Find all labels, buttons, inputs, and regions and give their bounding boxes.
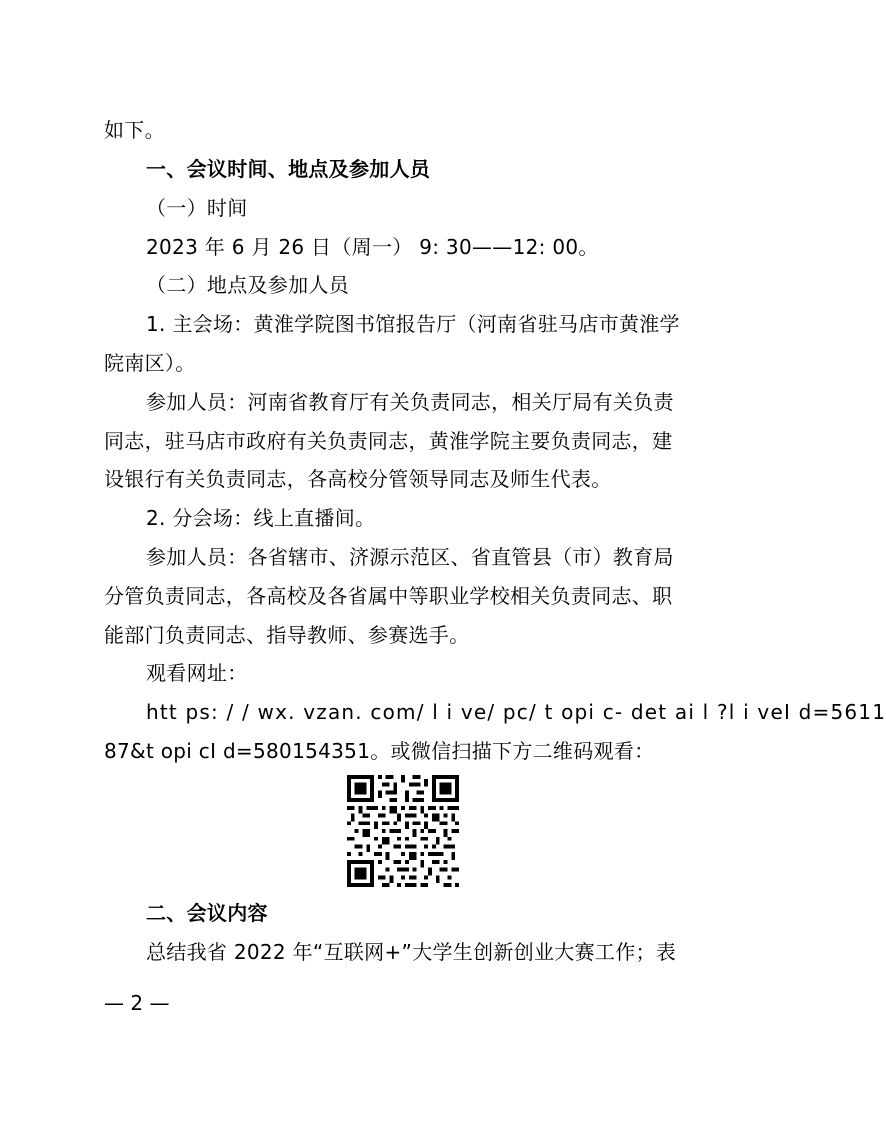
subheading-location: （二）地点及参加人员 [146,273,349,297]
attendees-sub-line-2: 分管负责同志，各高校及各省属中等职业学校相关负责同志、职 [104,584,673,608]
attendees-sub-line-3: 能部门负责同志、指导教师、参赛选手。 [104,623,470,647]
attendees-main-line-1: 参加人员：河南省教育厅有关负责同志，相关厅局有关负责 [146,390,674,414]
sub-venue-line: 2. 分会场：线上直播间。 [146,506,376,530]
attendees-sub-line-1: 参加人员：各省辖市、济源示范区、省直管县（市）教育局 [146,545,674,569]
page-number: — 2 — [104,991,170,1015]
main-venue-line-2: 院南区）。 [104,351,196,375]
attendees-main-line-2: 同志，驻马店市政府有关负责同志，黄淮学院主要负责同志，建 [104,429,673,453]
section-heading-2: 二、会议内容 [146,901,268,925]
watch-url-label: 观看网址： [146,661,248,685]
qr-code-icon [347,775,459,887]
subheading-time: （一）时间 [146,196,248,220]
watch-url-line-2[interactable]: 87&t opi cI d=580154351。或微信扫描下方二维码观看： [104,739,655,763]
meeting-datetime: 2023 年 6 月 26 日（周一） 9: 30——12: 00。 [146,235,599,259]
content-line-1: 总结我省 2022 年“互联网+”大学生创新创业大赛工作；表 [146,940,677,964]
main-venue-line-1: 1. 主会场：黄淮学院图书馆报告厅（河南省驻马店市黄淮学 [146,312,680,336]
watch-url-line-1[interactable]: htt ps: / / wx. vzan. com/ l i ve/ pc/ t opi c- det ai l ?l i veI d=5611 [146,700,886,724]
section-heading-1: 一、会议时间、地点及参加人员 [146,157,431,181]
text-line-continuation: 如下。 [104,118,165,142]
attendees-main-line-3: 设银行有关负责同志，各高校分管领导同志及师生代表。 [104,467,612,491]
